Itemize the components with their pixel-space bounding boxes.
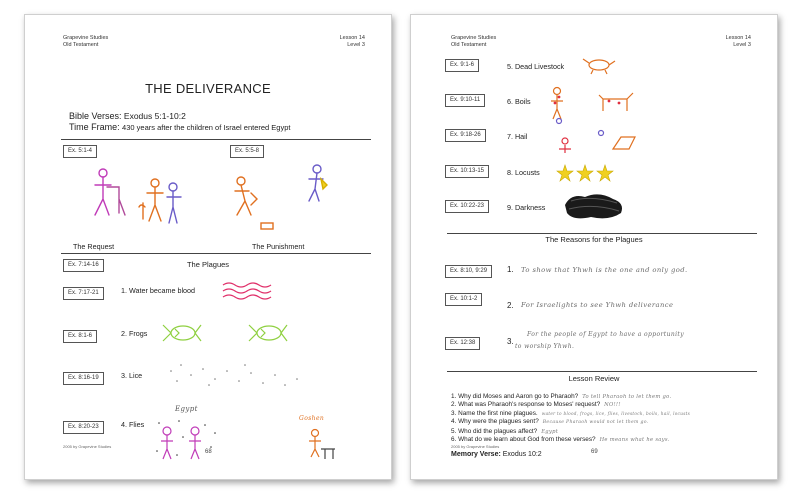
page-footer: 2005 by Grapevine Studies xyxy=(451,444,500,449)
divider xyxy=(61,139,371,140)
header-lesson: Lesson 14 xyxy=(339,35,365,41)
reason-answer: To show that Yhwh is the one and only god. xyxy=(521,266,688,274)
review-answer: To tell Pharaoh to let them go. xyxy=(582,394,672,400)
page-footer: 2005 by Grapevine Studies xyxy=(63,444,112,449)
drawing-darkness xyxy=(561,191,631,221)
list-item xyxy=(451,393,690,401)
drawing-hail xyxy=(551,115,651,155)
drawing-punishment xyxy=(225,163,335,233)
header-level: Level 3 xyxy=(347,42,365,48)
review-question: 3. Name the first nine plagues. xyxy=(451,409,538,417)
header-course: Old Testament xyxy=(451,42,487,48)
caption-request: The Request xyxy=(73,242,115,251)
plague-label: 1. Water became blood xyxy=(121,286,196,295)
time-frame-value: 430 years after the children of Israel entered Egypt xyxy=(122,123,291,132)
plague-label: 9. Darkness xyxy=(507,203,546,212)
review-answer: NO!!! xyxy=(604,402,621,409)
caption-punishment: The Punishment xyxy=(252,242,305,251)
drawing-lice xyxy=(165,361,325,391)
reference-box: Ex. 10:1-2 xyxy=(445,293,482,306)
reason-number: 3. xyxy=(507,337,514,346)
reasons-heading: The Reasons for the Plagues xyxy=(545,235,643,244)
drawing-flies xyxy=(155,417,225,461)
reference-box: Ex. 7:17-21 xyxy=(63,287,104,300)
page-header-right xyxy=(726,35,751,49)
drawing-frogs xyxy=(161,319,301,349)
plague-label: 7. Hail xyxy=(507,132,528,141)
plague-label: 8. Locusts xyxy=(507,168,540,177)
plague-label: 2. Frogs xyxy=(121,329,148,338)
plague-label: 3. Lice xyxy=(121,371,143,380)
reference-box: Ex. 10:22-23 xyxy=(445,200,489,213)
left-page xyxy=(24,14,392,480)
review-questions xyxy=(451,393,690,444)
drawing-dead-livestock xyxy=(581,55,621,75)
drawing-blood-water xyxy=(221,281,281,301)
reason-answer: For Israelights to see Yhwh deliverance xyxy=(521,301,674,309)
bible-verses xyxy=(69,111,186,121)
bible-verses-label: Bible Verses: xyxy=(69,111,122,121)
reference-box: Ex. 8:10, 9:29 xyxy=(445,265,492,278)
header-lesson: Lesson 14 xyxy=(725,35,751,41)
plague-label: 5. Dead Livestock xyxy=(507,62,565,71)
divider xyxy=(61,253,371,254)
reason-answer-line-1: For the people of Egypt to have a opportunity xyxy=(527,331,685,338)
drawing-goshen xyxy=(305,425,345,465)
review-answer: water to blood, frogs, lice, flies, livestock, boils, hail, locusts xyxy=(541,410,691,416)
review-question: 6. What do we learn about God from these verses? xyxy=(451,436,596,444)
header-publisher: Grapevine Studies xyxy=(451,35,497,41)
reason-answer-line-2: to worship Yhwh. xyxy=(515,343,575,350)
plague-label: 6. Boils xyxy=(507,97,531,106)
list-item xyxy=(451,410,690,418)
reference-box: Ex. 9:18-26 xyxy=(445,129,486,142)
review-question: 2. What was Pharaoh's response to Moses' request? xyxy=(451,401,601,409)
review-answer: Egypt xyxy=(541,428,559,435)
time-frame-label: Time Frame: xyxy=(69,122,120,132)
reference-box: Ex. 8:1-6 xyxy=(63,330,97,343)
page-header-right xyxy=(340,35,365,49)
bible-verses-value: Exodus 5:1-10:2 xyxy=(123,111,186,121)
reference-box: Ex. 7:14-16 xyxy=(63,259,104,272)
reference-box: Ex. 12:38 xyxy=(445,337,480,350)
plague-label: 4. Flies xyxy=(121,420,145,429)
reference-box: Ex. 9:10-11 xyxy=(445,94,485,107)
page-number: 69 xyxy=(591,449,598,455)
reference-box: Ex. 5:1-4 xyxy=(63,145,97,158)
memory-verse-value: Exodus 10:2 xyxy=(502,451,542,458)
reference-box: Ex. 8:16-19 xyxy=(63,372,104,385)
review-answer: He means what he says. xyxy=(599,437,670,444)
reference-box: Ex. 8:20-23 xyxy=(63,421,104,434)
drawing-request xyxy=(85,163,195,233)
page-header-left xyxy=(451,35,496,49)
reference-box: Ex. 9:1-6 xyxy=(445,59,479,72)
review-question: 5. Who did the plagues affect? xyxy=(451,427,538,435)
reference-box: Ex. 10:13-15 xyxy=(445,165,489,178)
review-heading: Lesson Review xyxy=(568,374,620,383)
review-answer: Because Pharaoh would not let them go. xyxy=(542,420,649,426)
memory-verse xyxy=(451,451,542,458)
divider xyxy=(447,371,757,372)
header-publisher: Grapevine Studies xyxy=(63,35,109,41)
header-level: Level 3 xyxy=(733,42,751,48)
list-item xyxy=(451,418,690,427)
review-question: 1. Why did Moses and Aaron go to Pharaoh? xyxy=(451,393,579,400)
review-question: 4. Why were the plagues sent? xyxy=(451,418,539,426)
list-item xyxy=(451,401,690,409)
reason-number: 2. xyxy=(507,301,514,310)
reason-number: 1. xyxy=(507,265,514,274)
page-title: THE DELIVERANCE xyxy=(145,81,271,96)
header-course: Old Testament xyxy=(63,42,99,48)
drawing-text-goshen: Goshen xyxy=(299,415,325,422)
drawing-locusts xyxy=(559,163,629,183)
page-number: 68 xyxy=(205,449,212,455)
page-header-left xyxy=(63,35,108,49)
plagues-heading: The Plagues xyxy=(186,260,230,269)
drawing-text-egypt: Egypt xyxy=(175,405,198,413)
right-page xyxy=(410,14,778,480)
divider xyxy=(447,233,757,234)
memory-verse-label: Memory Verse: xyxy=(451,451,501,458)
time-frame xyxy=(69,122,290,132)
list-item xyxy=(451,428,690,436)
reference-box: Ex. 5:5-8 xyxy=(230,145,264,158)
